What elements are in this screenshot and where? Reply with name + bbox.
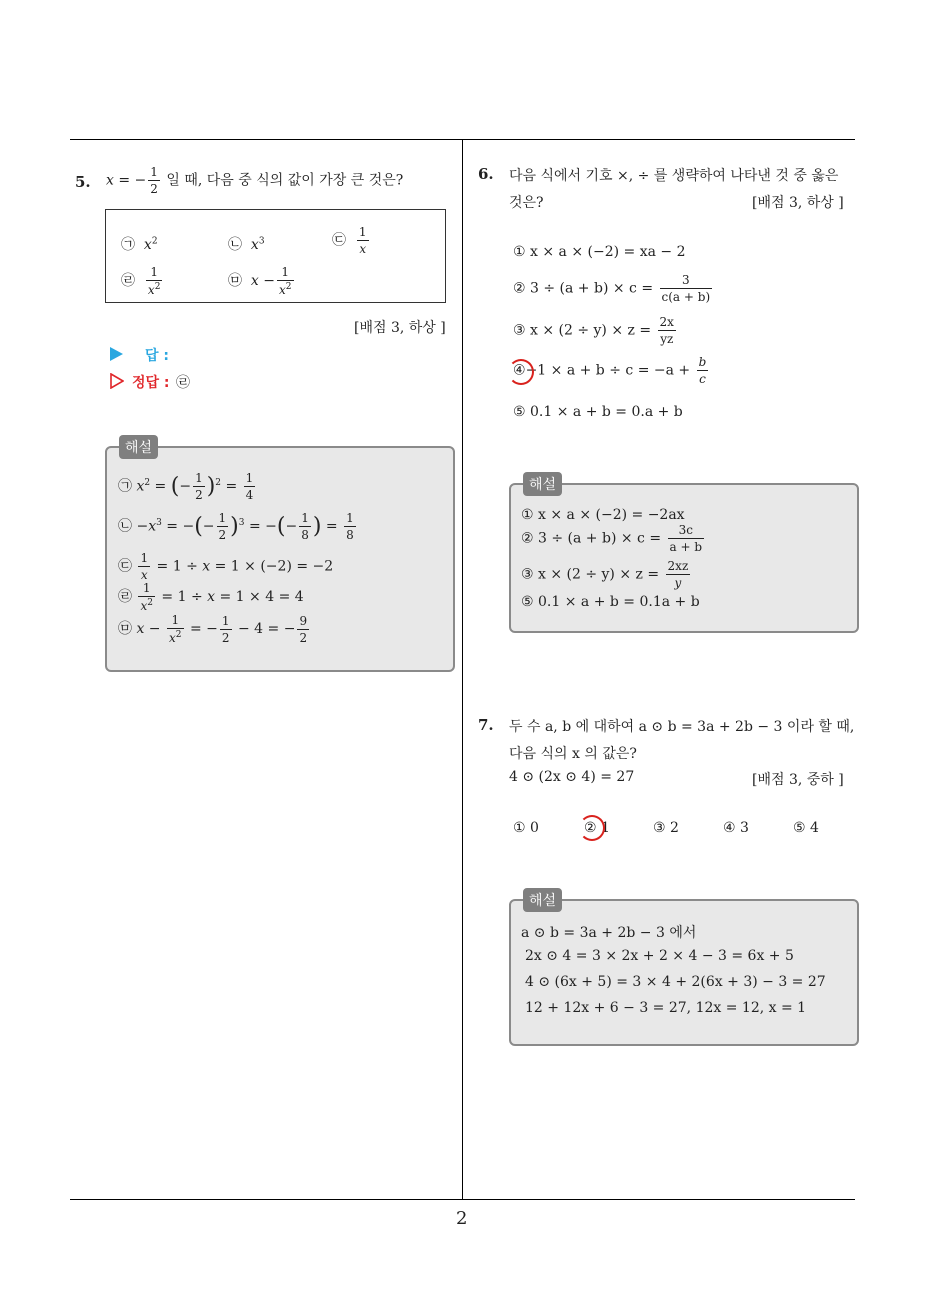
q7-choice-2[interactable]: ② 1 — [584, 820, 610, 836]
q7-score: [배점 3, 중하 ] — [752, 772, 844, 788]
q7-choice-4[interactable]: ④ 3 — [723, 820, 749, 836]
q5-number: 5. — [75, 173, 91, 191]
q7-expl-line-4: 12 + 12x + 6 − 3 = 27, 12x = 12, x = 1 — [525, 1000, 807, 1016]
q7-stem-line-1: 두 수 a, b 에 대하여 a ⊙ b = 3a + 2b − 3 이라 할 때, — [509, 719, 855, 735]
q7-number: 7. — [478, 716, 494, 734]
q6-stem-line-1: 다음 식에서 기호 ×, ÷ 를 생략하여 나타낸 것 중 옳은 — [509, 168, 839, 184]
q5-expl-line-3: ㉢ $\frac{1}{x}$ = 1 ÷ x = 1 × (−2) = −2 — [118, 551, 334, 582]
q7-correct-circle-mark — [579, 815, 605, 841]
q5-option-a[interactable]: ㉠ $x^2$ — [121, 236, 158, 253]
q5-expl-line-1: ㉠ $x^2$ = (− $\frac{1}{2}$ )$^2$ = $\frac{1}{4}$ — [118, 471, 254, 502]
q5-option-b[interactable]: ㉡ $x^3$ — [228, 236, 265, 253]
q6-correct-circle-mark — [508, 359, 534, 385]
q5-expl-line-2: ㉡ $-x^3$ = −(− $\frac{1}{2}$ )$^3$ = −(− $\frac{1}{8}$ ) = $\frac{1}{8}$ — [118, 511, 354, 542]
q6-number: 6. — [478, 165, 494, 183]
q7-expl-line-3: 4 ⊙ (6x + 5) = 3 × 4 + 2(6x + 3) − 3 = 27 — [525, 974, 826, 990]
q5-option-e[interactable]: ㉤ x − $\frac{1}{x^2}$ — [228, 265, 292, 297]
q6-option-4[interactable]: ④−1 × a + b ÷ c = −a + $\frac{b}{c}$ — [513, 355, 707, 386]
q7-stem-line-2: 다음 식의 x 의 값은? — [509, 746, 637, 762]
q7-expl-line-2: 2x ⊙ 4 = 3 × 2x + 2 × 4 − 3 = 6x + 5 — [525, 948, 794, 964]
q5-stem: x = − $\frac{1}{2}$ 일 때, 다음 중 식의 값이 가장 큰 것은? — [106, 165, 404, 196]
q5-answer-label: 답 : — [145, 348, 169, 364]
q7-choice-3[interactable]: ③ 2 — [653, 820, 679, 836]
q6-option-2[interactable]: ② 3 ÷ (a + b) × c = $\frac{3}{c(a + b)}$ — [513, 273, 711, 304]
q7-expl-line-1: a ⊙ b = 3a + 2b − 3 에서 — [521, 925, 697, 941]
column-divider — [462, 140, 463, 1200]
q6-explanation-box — [509, 483, 859, 633]
q6-explanation-tag: 해설 — [523, 472, 562, 496]
q6-option-5[interactable]: ⑤ 0.1 × a + b = 0.a + b — [513, 404, 683, 420]
q6-expl-line-3: ③ x × (2 ÷ y) × z = $\frac{2xz}{y}$ — [521, 559, 689, 590]
q5-explanation-tag: 해설 — [119, 435, 158, 459]
q6-expl-line-1: ① x × a × (−2) = −2ax — [521, 507, 685, 523]
q6-expl-line-2: ② 3 ÷ (a + b) × c = $\frac{3c}{a + b}$ — [521, 523, 703, 554]
q5-correct: 정답 : ㉣ — [132, 375, 190, 391]
answer-arrow-icon — [110, 347, 123, 361]
page-number: 2 — [456, 1208, 468, 1229]
q7-stem-line-3: 4 ⊙ (2x ⊙ 4) = 27 — [509, 769, 635, 785]
q7-choice-1[interactable]: ① 0 — [513, 820, 539, 836]
q6-option-3[interactable]: ③ x × (2 ÷ y) × z = $\frac{2x}{yz}$ — [513, 315, 674, 346]
q7-explanation-tag: 해설 — [523, 888, 562, 912]
q6-stem-line-2: 것은? — [509, 195, 544, 211]
q5-expl-line-5: ㉤ x − $\frac{1}{x^2}$ = − $\frac{1}{2}$ − 4 = − $\frac{9}{2}$ — [118, 613, 308, 645]
q5-score: [배점 3, 하상 ] — [354, 320, 446, 336]
correct-arrow-icon — [110, 373, 122, 387]
q6-option-1[interactable]: ① x × a × (−2) = xa − 2 — [513, 244, 686, 260]
q5-option-d[interactable]: ㉣ $\frac{1}{x^2}$ — [121, 265, 161, 297]
q6-score: [배점 3, 하상 ] — [752, 195, 844, 211]
q5-option-c[interactable]: ㉢ $\frac{1}{x}$ — [332, 225, 367, 256]
q5-expl-line-4: ㉣ $\frac{1}{x^2}$ = 1 ÷ x = 1 × 4 = 4 — [118, 581, 304, 613]
bottom-rule — [70, 1199, 855, 1200]
q7-choice-5[interactable]: ⑤ 4 — [793, 820, 819, 836]
q6-expl-line-5: ⑤ 0.1 × a + b = 0.1a + b — [521, 594, 700, 610]
